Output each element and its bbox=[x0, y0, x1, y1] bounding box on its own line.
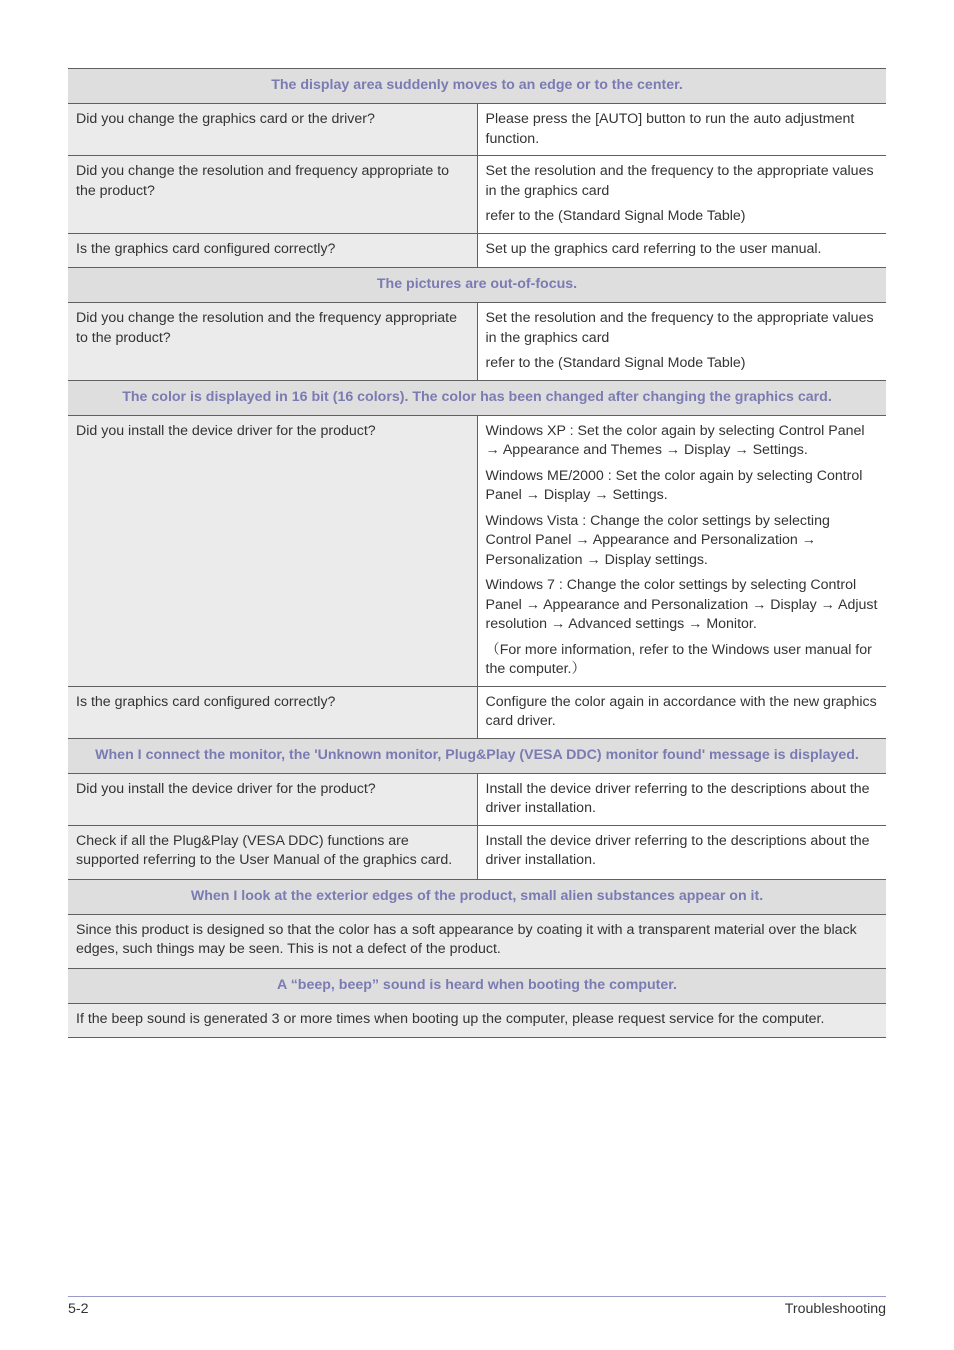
question-cell: Is the graphics card configured correctly? bbox=[68, 233, 477, 268]
answer-paragraph: Windows 7 : Change the color settings by selecting Control Panel → Appearance and Personalization → Display → Adjust resolution → Advanced settings → Monitor. bbox=[485, 577, 878, 632]
table-row bbox=[68, 686, 886, 738]
table-row bbox=[68, 104, 886, 156]
answer-paragraph: Install the device driver referring to the descriptions about the driver installation. bbox=[485, 832, 870, 868]
section-header-row bbox=[68, 380, 886, 415]
troubleshooting-table bbox=[68, 68, 886, 1038]
answer-paragraph: Set the resolution and the frequency to the appropriate values in the graphics card bbox=[485, 163, 874, 199]
table-row bbox=[68, 303, 886, 381]
answer-paragraph: Install the device driver referring to the descriptions about the driver installation. bbox=[485, 780, 870, 816]
question-cell: Did you install the device driver for the product? bbox=[68, 415, 477, 686]
answer-paragraph: （For more information, refer to the Windows user manual for the computer.） bbox=[485, 641, 872, 677]
table-row bbox=[68, 773, 886, 825]
answer-cell bbox=[477, 303, 886, 381]
troubleshooting-table-body bbox=[68, 69, 886, 1038]
answer-paragraph: Please press the [AUTO] button to run the auto adjustment function. bbox=[485, 111, 855, 147]
section-header: When I look at the exterior edges of the product, small alien substances appear on it. bbox=[68, 879, 886, 914]
full-width-cell: If the beep sound is generated 3 or more times when booting up the computer, please request service for the computer. bbox=[68, 1003, 886, 1038]
section-header-row bbox=[68, 268, 886, 303]
section-header: The pictures are out-of-focus. bbox=[68, 268, 886, 303]
section-header: A “beep, beep” sound is heard when booting the computer. bbox=[68, 968, 886, 1003]
answer-paragraph: Windows ME/2000 : Set the color again by selecting Control Panel → Display → Settings. bbox=[485, 467, 863, 503]
table-row bbox=[68, 914, 886, 968]
answer-cell bbox=[477, 104, 886, 156]
question-cell: Did you install the device driver for the product? bbox=[68, 773, 477, 825]
section-header: When I connect the monitor, the 'Unknown monitor, Plug&Play (VESA DDC) monitor found' message is displayed. bbox=[68, 738, 886, 773]
footer-section-title: Troubleshooting bbox=[784, 1301, 886, 1317]
question-cell: Did you change the graphics card or the driver? bbox=[68, 104, 477, 156]
question-cell: Did you change the resolution and the frequency appropriate to the product? bbox=[68, 303, 477, 381]
answer-cell bbox=[477, 773, 886, 825]
section-header-row bbox=[68, 69, 886, 104]
answer-paragraph: refer to the (Standard Signal Mode Table) bbox=[485, 208, 746, 224]
answer-paragraph: Windows Vista : Change the color settings by selecting Control Panel → Appearance and Personalization → Personalization → Display settings. bbox=[485, 512, 830, 568]
section-header: The display area suddenly moves to an edge or to the center. bbox=[68, 69, 886, 104]
table-row bbox=[68, 825, 886, 879]
question-cell: Did you change the resolution and frequency appropriate to the product? bbox=[68, 156, 477, 234]
section-header-row bbox=[68, 738, 886, 773]
footer-divider bbox=[68, 1296, 886, 1297]
table-row bbox=[68, 1003, 886, 1038]
answer-cell bbox=[477, 825, 886, 879]
answer-cell bbox=[477, 415, 886, 686]
answer-cell bbox=[477, 156, 886, 234]
answer-paragraph: refer to the (Standard Signal Mode Table) bbox=[485, 355, 746, 371]
question-cell: Check if all the Plug&Play (VESA DDC) functions are supported referring to the User Manual of the graphics card. bbox=[68, 825, 477, 879]
answer-cell bbox=[477, 686, 886, 738]
full-width-cell: Since this product is designed so that the color has a soft appearance by coating it with a transparent material over the black edges, such things may be seen. This is not a defect of the product. bbox=[68, 914, 886, 968]
table-row bbox=[68, 233, 886, 268]
answer-paragraph: Windows XP : Set the color again by selecting Control Panel → Appearance and Themes → Display → Settings. bbox=[485, 422, 865, 458]
section-header-row bbox=[68, 968, 886, 1003]
answer-cell bbox=[477, 233, 886, 268]
table-row bbox=[68, 156, 886, 234]
answer-paragraph: Set up the graphics card referring to the user manual. bbox=[485, 240, 822, 257]
table-row bbox=[68, 415, 886, 686]
section-header: The color is displayed in 16 bit (16 colors). The color has been changed after changing the graphics card. bbox=[68, 380, 886, 415]
section-header-row bbox=[68, 879, 886, 914]
footer-page-number: 5-2 bbox=[68, 1301, 89, 1317]
answer-paragraph: Configure the color again in accordance with the new graphics card driver. bbox=[485, 693, 877, 729]
question-cell: Is the graphics card configured correctly? bbox=[68, 686, 477, 738]
answer-paragraph: Set the resolution and the frequency to the appropriate values in the graphics card bbox=[485, 310, 874, 346]
